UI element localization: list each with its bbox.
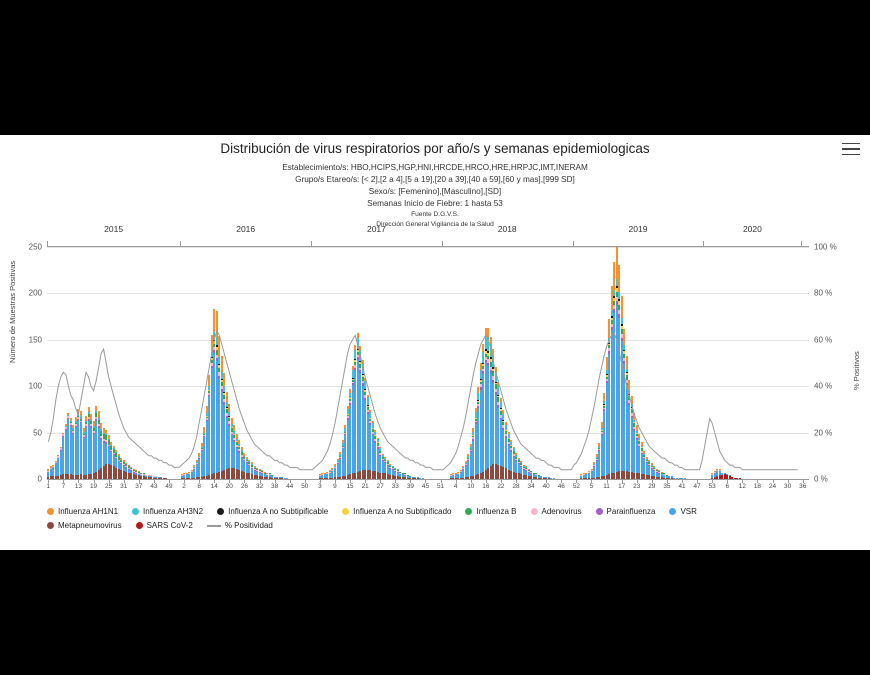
y-tick-label-right: 20 % xyxy=(814,428,833,438)
y-tick-label-left: 50 xyxy=(33,428,42,438)
x-tick-label: 46 xyxy=(557,483,565,490)
x-tick-label: 21 xyxy=(361,483,369,490)
x-tick-label: 39 xyxy=(406,483,414,490)
y-tick-label-left: 100 xyxy=(28,381,42,391)
x-tick-label: 52 xyxy=(572,483,580,490)
page-title: Distribución de virus respiratorios por año/s y semanas epidemiologicas xyxy=(220,141,650,156)
legend-label: Metapneumovirus xyxy=(58,521,122,530)
year-label: 2015 xyxy=(104,224,124,234)
x-tick-label: 20 xyxy=(225,483,233,490)
x-tick-label: 12 xyxy=(738,483,746,490)
legend-item[interactable] xyxy=(531,507,582,516)
y-tick-label-right: 80 % xyxy=(814,288,833,298)
y-tick-label-left: 200 xyxy=(28,288,42,298)
x-tick-label: 5 xyxy=(589,483,594,490)
legend-item[interactable] xyxy=(669,507,696,516)
x-tick-label: 28 xyxy=(512,483,520,490)
x-tick-label: 27 xyxy=(376,483,384,490)
legend-item[interactable] xyxy=(47,507,118,516)
legend-label: VSR xyxy=(680,507,697,516)
x-tick-label: 43 xyxy=(150,483,158,490)
x-tick-label: 36 xyxy=(799,483,807,490)
legend-color-dot xyxy=(47,522,54,529)
legend-label: Parainfluenza xyxy=(606,507,656,516)
legend-item[interactable] xyxy=(342,507,451,516)
x-tick-label: 33 xyxy=(391,483,399,490)
year-label: 2020 xyxy=(742,224,762,234)
y-tick-label-right: 100 % xyxy=(814,242,837,252)
x-tick-label: 4 xyxy=(453,483,458,490)
x-tick-label: 18 xyxy=(753,483,761,490)
legend-color-dot xyxy=(596,508,603,515)
legend-item[interactable] xyxy=(136,521,193,530)
legend-item[interactable] xyxy=(217,507,328,516)
x-tick-label: 6 xyxy=(725,483,730,490)
x-tick-label: 8 xyxy=(197,483,201,490)
legend-item[interactable] xyxy=(465,507,516,516)
legend-color-dot xyxy=(47,508,54,515)
subtitle-fuente: Fuente D.G.V.S. xyxy=(411,211,459,218)
legend-color-dot xyxy=(465,508,472,515)
x-tick-label: 14 xyxy=(210,483,218,490)
legend-color-dot xyxy=(531,508,538,515)
subtitle-semanas: Semanas Inicio de Fiebre: 1 hasta 53 xyxy=(367,199,503,208)
plot-area xyxy=(28,242,837,484)
x-tick-label: 53 xyxy=(708,483,716,490)
legend-item[interactable] xyxy=(596,507,656,516)
legend-label: Influenza B xyxy=(476,507,517,516)
x-tick-label: 16 xyxy=(482,483,490,490)
legend-color-dot xyxy=(132,508,139,515)
legend-label: % Positividad xyxy=(224,521,273,530)
legend-row-2 xyxy=(47,521,837,530)
positivity-line-path xyxy=(48,331,797,470)
x-tick-label: 3 xyxy=(318,483,322,490)
year-label: 2016 xyxy=(236,224,256,234)
x-tick-label: 38 xyxy=(271,483,279,490)
x-axis xyxy=(47,479,809,495)
legend-label: SARS CoV-2 xyxy=(146,521,193,530)
legend-color-dot xyxy=(217,508,224,515)
legend-label: Adenovirus xyxy=(541,507,582,516)
legend-color-dot xyxy=(136,522,143,529)
y-tick-label-right: 40 % xyxy=(814,381,833,391)
subtitle-sexos: Sexo/s: [Femenino],[Masculino],[SD] xyxy=(368,187,502,196)
subtitle-direccion: Dirección General Vigilancia de la Salud xyxy=(376,221,494,228)
legend-item[interactable] xyxy=(207,521,273,530)
x-tick-label: 7 xyxy=(61,483,66,490)
x-tick-label: 1 xyxy=(46,483,51,490)
x-tick-label: 34 xyxy=(527,483,535,490)
y-tick-label-right: 60 % xyxy=(814,335,833,345)
x-tick-label: 49 xyxy=(165,483,173,490)
x-tick-label: 35 xyxy=(663,483,671,490)
y-axis-label-right: % Positivos xyxy=(852,351,861,390)
legend-row-1 xyxy=(47,507,837,516)
x-tick-label: 44 xyxy=(286,483,294,490)
year-label: 2017 xyxy=(366,224,386,234)
x-tick-label: 50 xyxy=(301,483,309,490)
x-tick-label: 22 xyxy=(497,483,505,490)
legend-label: Influenza AH1N1 xyxy=(58,507,119,516)
x-tick-label: 51 xyxy=(437,483,445,490)
subtitle-grupos-etareos: Grupo/s Etareo/s: [< 2],[2 a 4],[5 a 19],[20 a 39],[40 a 59],[60 y mas],[999 SD] xyxy=(295,175,575,184)
x-tick-label: 17 xyxy=(618,483,626,490)
legend-color-dot xyxy=(342,508,349,515)
legend-label: Influenza AH3N2 xyxy=(143,507,204,516)
x-tick-label: 29 xyxy=(648,483,656,490)
x-tick-label: 31 xyxy=(120,483,128,490)
chart-panel xyxy=(0,135,870,550)
x-tick-label: 30 xyxy=(784,483,792,490)
year-label: 2019 xyxy=(628,224,648,234)
y-tick-label-left: 250 xyxy=(28,242,42,252)
x-tick-label: 47 xyxy=(693,483,701,490)
y-tick-label-right: 0 % xyxy=(814,474,828,484)
year-label: 2018 xyxy=(497,224,517,234)
x-tick-label: 15 xyxy=(346,483,354,490)
x-tick-label: 10 xyxy=(467,483,475,490)
legend-color-dot xyxy=(669,508,676,515)
x-tick-label: 25 xyxy=(105,483,113,490)
positivity-line xyxy=(47,247,809,479)
x-tick-label: 45 xyxy=(421,483,430,490)
y-tick-label-left: 0 xyxy=(37,474,42,484)
legend xyxy=(47,507,837,535)
x-tick-label: 9 xyxy=(333,483,337,490)
legend-label: Influenza A no Subtipificable xyxy=(228,507,329,516)
x-tick-label: 19 xyxy=(89,483,98,490)
x-tick-label: 24 xyxy=(768,483,777,490)
x-tick-label: 13 xyxy=(74,483,82,490)
y-tick-label-left: 150 xyxy=(28,335,42,345)
legend-label: Influenza A no Subtipificado xyxy=(353,507,452,516)
x-tick-label: 41 xyxy=(678,483,686,490)
x-tick-label: 32 xyxy=(255,483,264,490)
x-tick-label: 37 xyxy=(135,483,143,490)
legend-item[interactable] xyxy=(47,521,122,530)
x-tick-label: 26 xyxy=(240,483,248,490)
y-axis-label-left: Número de Muestras Positivas xyxy=(8,260,17,363)
x-tick-label: 23 xyxy=(633,483,641,490)
subtitle-establecimientos: Establecimiento/s: HBO,HCIPS,HGP,HNI,HRCDE,HRCO,HRE,HRPJC,IMT,INERAM xyxy=(282,163,588,172)
x-tick-label: 40 xyxy=(542,483,550,490)
legend-item[interactable] xyxy=(132,507,203,516)
x-tick-label: 2 xyxy=(182,483,186,490)
x-tick-label: 11 xyxy=(603,483,610,490)
legend-line-swatch xyxy=(207,525,221,527)
hamburger-menu-icon[interactable] xyxy=(842,143,860,157)
